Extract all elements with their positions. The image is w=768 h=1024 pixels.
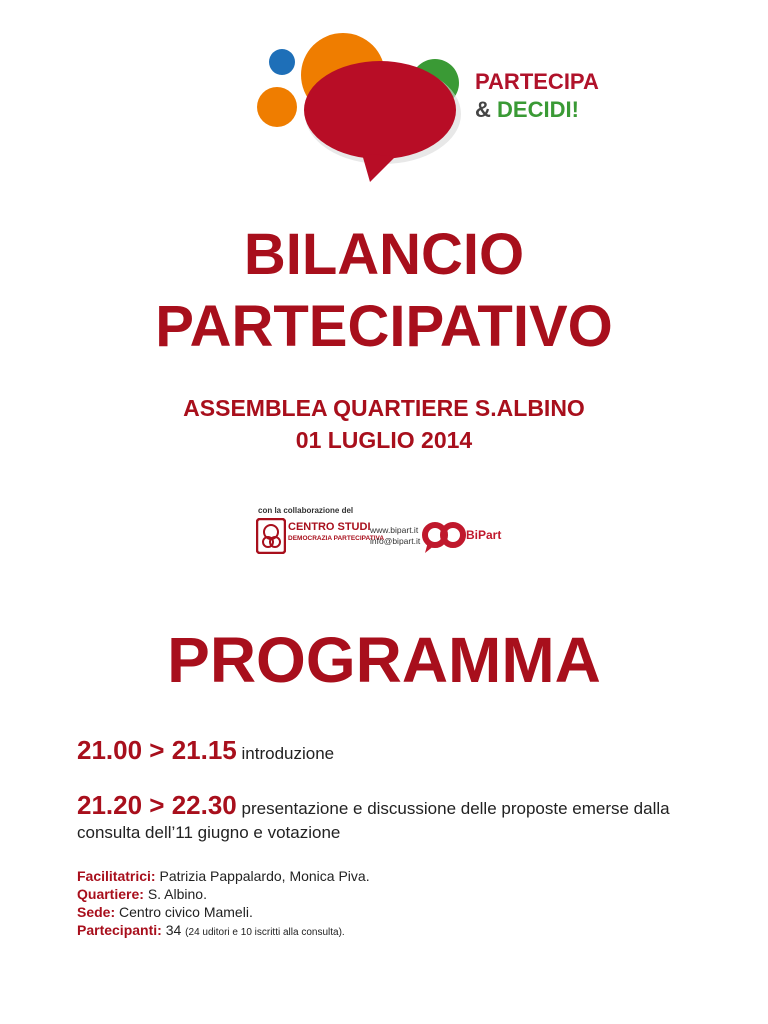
brand-text xyxy=(475,68,599,124)
partecipanti-note: (24 uditori e 10 iscritti alla consulta). xyxy=(185,927,345,938)
quartiere-label: Quartiere: xyxy=(77,886,144,902)
title-line-2: PARTECIPATIVO xyxy=(155,294,613,359)
facilitatrici-value: Patrizia Pappalardo, Monica Piva. xyxy=(159,868,370,884)
brand-ampersand: & xyxy=(475,97,491,122)
subtitle-assembly: ASSEMBLEA QUARTIERE S.ALBINO xyxy=(183,395,585,421)
collaboration-label: con la collaborazione del xyxy=(258,506,354,515)
sede-value: Centro civico Mameli. xyxy=(119,904,253,920)
bipart-logo-icon xyxy=(422,520,466,554)
website-link[interactable]: www.bipart.it xyxy=(370,525,419,535)
sede-label: Sede: xyxy=(77,904,116,920)
collaboration-block xyxy=(256,506,518,558)
speech-bubbles-icon xyxy=(250,28,475,190)
quartiere-row xyxy=(77,885,370,903)
centro-studi-line-1: CENTRO STUDI xyxy=(288,521,371,533)
partecipa-decidi-logo xyxy=(250,28,620,190)
bipart-name: BiPart xyxy=(466,528,502,542)
program-slot-1 xyxy=(77,735,697,766)
facilitatrici-label: Facilitatrici: xyxy=(77,868,156,884)
email-link[interactable]: info@bipart.it xyxy=(370,536,421,546)
slot-2-description: presentazione e discussione delle proposte emerse dalla consulta dell’11 giugno e votazione xyxy=(77,799,670,842)
slot-1-time: 21.00 > 21.15 xyxy=(77,735,237,765)
brand-decidi: DECIDI! xyxy=(497,97,579,122)
centro-studi-logo-icon xyxy=(256,518,286,554)
centro-studi-line-2: DEMOCRAZIA PARTECIPATIVA xyxy=(288,535,385,542)
partecipanti-value: 34 xyxy=(165,922,182,938)
facilitatrici-row xyxy=(77,867,370,885)
slot-1-description: introduzione xyxy=(241,744,335,763)
quartiere-value: S. Albino. xyxy=(147,886,207,902)
brand-partecipa: PARTECIPA xyxy=(475,69,599,94)
program-slot-2 xyxy=(77,790,697,845)
partecipanti-row xyxy=(77,921,370,942)
programma-heading: PROGRAMMA xyxy=(167,624,601,696)
title-line-1: BILANCIO xyxy=(243,222,525,287)
event-info xyxy=(77,867,370,942)
partecipanti-label: Partecipanti: xyxy=(77,922,162,938)
contacts xyxy=(370,525,420,547)
sede-row xyxy=(77,903,370,921)
slot-2-time: 21.20 > 22.30 xyxy=(77,790,237,820)
subtitle-date: 01 LUGLIO 2014 xyxy=(295,427,473,453)
